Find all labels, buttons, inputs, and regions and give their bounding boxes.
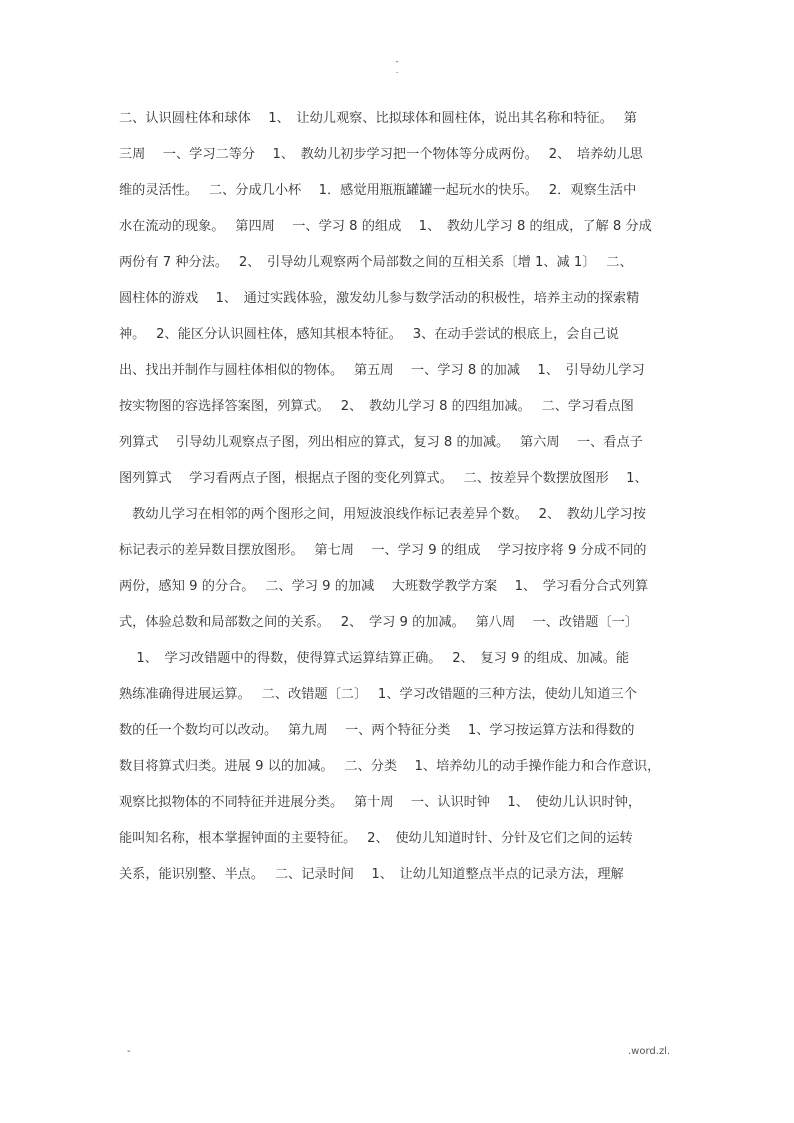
text-line: 熟练准确得进展运算。 二、改错题〔二〕 1、学习改错题的三种方法，使幼儿知道三个 [119, 687, 637, 702]
text-line: 按实物图的容选择答案图，列算式。 2、 教幼儿学习 8 的四组加减。 二、学习看点图 [119, 399, 634, 414]
text-line: 教幼儿学习在相邻的两个图形之间，用短波浪线作标记表差异个数。 2、 教幼儿学习按 [119, 507, 646, 522]
text-line: 两份，感知 9 的分合。 二、学习 9 的加减 大班数学教学方案 1、 学习看分合式列算 [119, 579, 649, 594]
footer-left-mark: - [127, 1046, 131, 1057]
text-line: 数的任一个数均可以改动。 第九周 一、两个特征分类 1、学习按运算方法和得数的 [119, 723, 635, 738]
text-line: 圆柱体的游戏 1、 通过实践体验，激发幼儿参与数学活动的积极性，培养主动的探索精 [119, 291, 640, 306]
footer-right-mark: .word.zl. [628, 1046, 671, 1057]
header-mark-bottom: . [395, 66, 399, 76]
text-line: 标记表示的差异数目摆放图形。 第七周 一、学习 9 的组成 学习按序将 9 分成不同的 [119, 543, 647, 558]
text-line: 1、 学习改错题中的得数，使得算式运算结算正确。 2、 复习 9 的组成、加减。能 [119, 651, 630, 666]
text-line: 两份有 7 种分法。 2、 引导幼儿观察两个局部数之间的互相关系〔增 1、减 1〕 二、 [119, 255, 633, 270]
text-line: 二、认识圆柱体和球体 1、 让幼儿观察、比拟球体和圆柱体，说出其名称和特征。 第 [119, 111, 637, 126]
text-line: 列算式 引导幼儿观察点子图，列出相应的算式，复习 8 的加减。 第六周 一、看点子 [119, 435, 643, 450]
text-line: 水在流动的现象。 第四周 一、学习 8 的组成 1、 教幼儿学习 8 的组成，了解 8 分成 [119, 219, 652, 234]
text-line: 数目将算式归类。进展 9 以的加减。 二、分类 1、培养幼儿的动手操作能力和合作意识， [119, 759, 661, 774]
text-line: 神。 2、能区分认识圆柱体，感知其根本特征。 3、在动手尝试的根底上，会自己说 [119, 327, 619, 342]
document-body [119, 101, 677, 893]
text-line: 维的灵活性。 二、分成几小杯 1．感觉用瓶瓶罐罐一起玩水的快乐。 2．观察生活中 [119, 183, 637, 198]
header-mark [0, 58, 794, 76]
text-line: 关系，能识别整、半点。 二、记录时间 1、 让幼儿知道整点半点的记录方法，理解 [119, 867, 624, 882]
text-line: 出、找出并制作与圆柱体相似的物体。 第五周 一、学习 8 的加减 1、 引导幼儿学习 [119, 363, 645, 378]
text-line: 观察比拟物体的不同特征并进展分类。 第十周 一、认识时钟 1、 使幼儿认识时钟， [119, 795, 642, 810]
header-mark-top: - [395, 57, 399, 67]
text-line: 能叫知名称，根本掌握钟面的主要特征。 2、 使幼儿知道时针、分针及它们之间的运转 [119, 831, 633, 846]
text-line: 式，体验总数和局部数之间的关系。 2、 学习 9 的加减。 第八周 一、改错题〔一〕 [119, 615, 639, 630]
text-line: 图列算式 学习看两点子图，根据点子图的变化列算式。 二、按差异个数摆放图形 1、 [119, 471, 648, 486]
text-line: 三周 一、学习二等分 1、 教幼儿初步学习把一个物体等分成两份。 2、 培养幼儿思 [119, 147, 643, 162]
